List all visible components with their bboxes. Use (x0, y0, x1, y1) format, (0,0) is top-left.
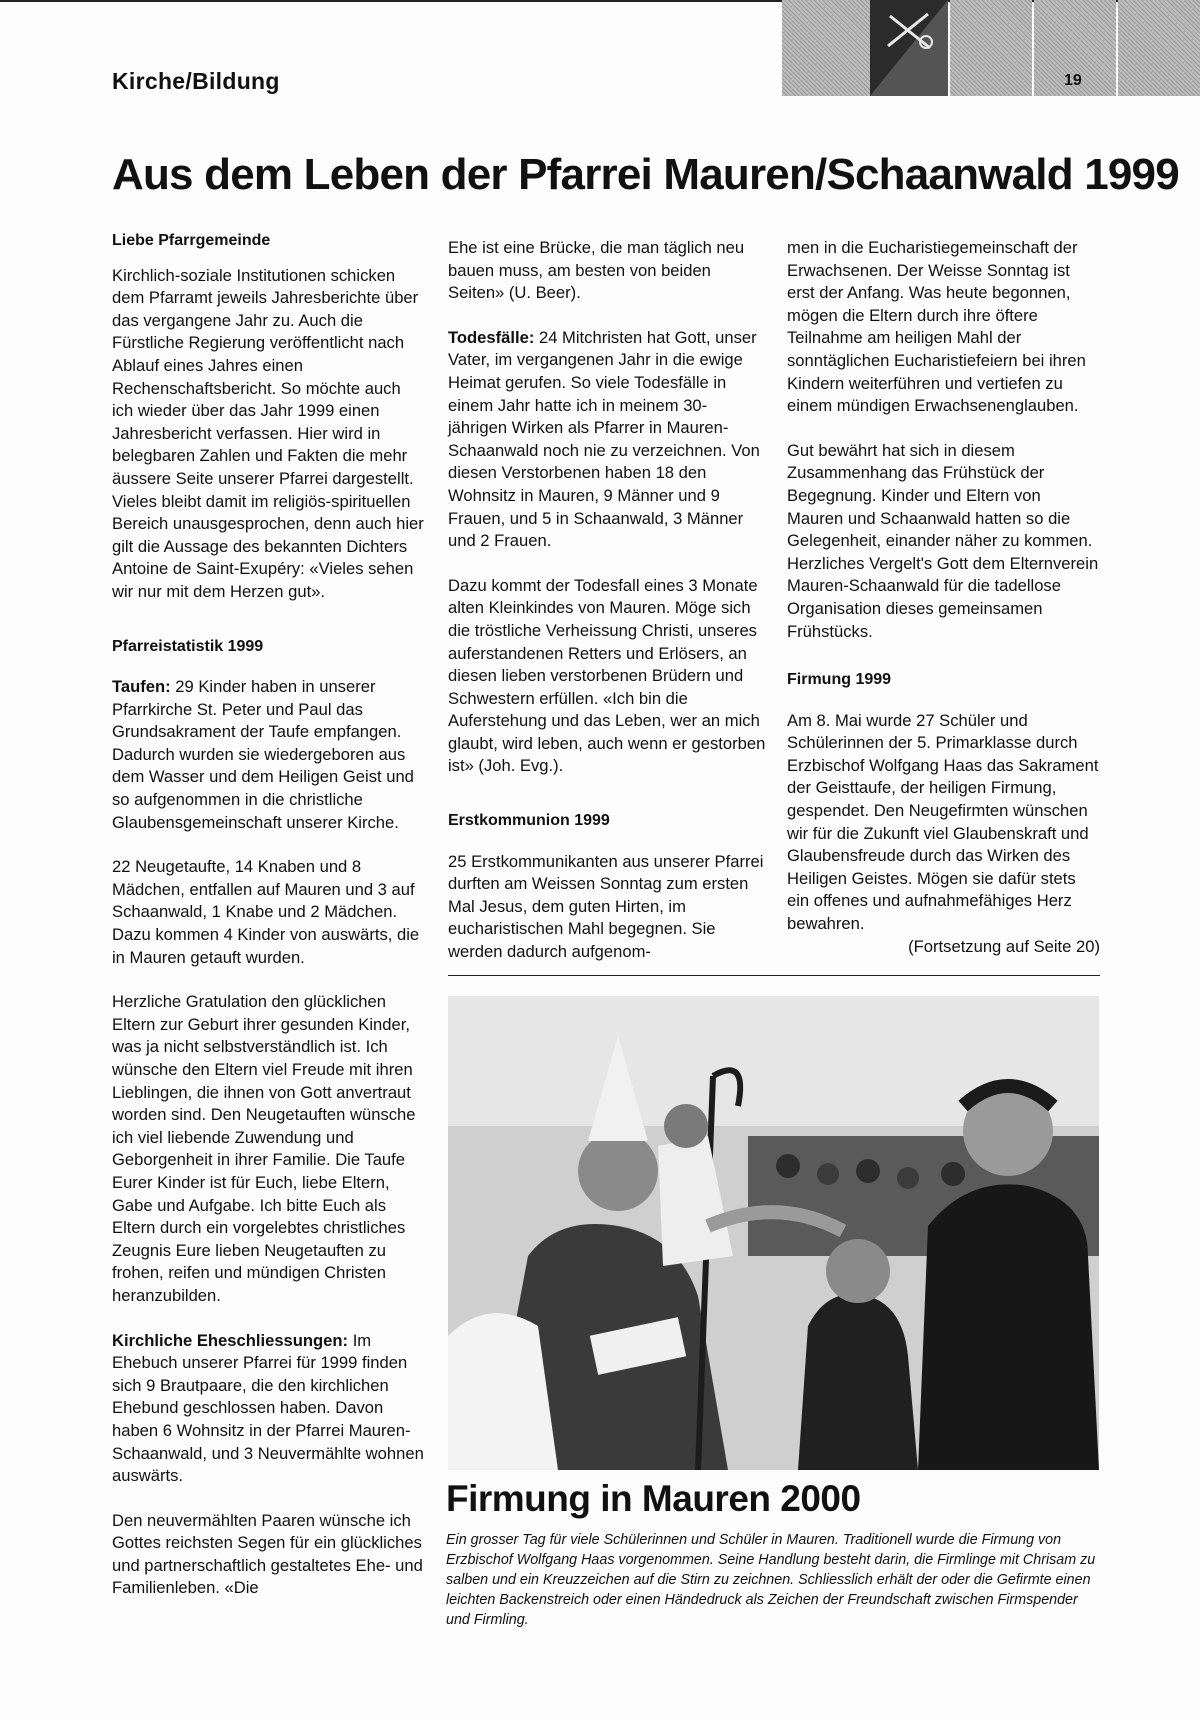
paragraph-kleinkind: Dazu kommt der Todesfall eines 3 Monate alten Kleinkindes von Mauren. Möge sich die tröstliche Verheissung Christi, unseres auferstandenen Retters und Erlösers, an diesen lieben verstorbenen Brüdern und Schwestern erfüllen. «Ich bin die Auferstehung und das Leben, wer an mich glaubt, wird leben, auch wenn er gestorben ist» (Joh. Evg.). (448, 575, 766, 776)
paragraph-gratulation: Herzliche Gratulation den glücklichen Eltern zur Geburt ihrer gesunden Kinder, was ja nicht selbstverständlich ist. Ich wünsche den Eltern viel Freude mit ihren Lieblingen, die ihnen von Gott anvertraut worden sind. Den Neugetauften wünsche ich viel liebende Zuwendung und Geborgenheit in ihrer Familie. Die Taufe Eurer Kinder ist für Euch, liebe Eltern, Gabe und Aufgabe. Ich bitte Euch als Eltern durch ein vorgelebtes christliches Zeugnis Eure lieben Neugetauften zu frohen, reifen und mündigen Christen heranzubilden. (112, 992, 416, 1305)
photo-caption: Ein grosser Tag für viele Schülerinnen und Schüler in Mauren. Traditionell wurde die Firmung von Erzbischof Wolfgang Haas vorgenommen. Seine Handlung besteht darin, die Firmlinge mit Chrisam zu salben und ein Kreuzzeichen auf die Stirn zu zeichnen. Schliesslich erhält der oder die Gefirmte einen leichten Backenstreich oder einen Händedruck als Zeichen der Freundschaft zwischen Firmspender und Firmling. (446, 1532, 1096, 1628)
header-tab (782, 0, 870, 96)
paragraph-firmung: Am 8. Mai wurde 27 Schüler und Schülerinnen der 5. Primarklasse durch Erzbischof Wolfgang Haas das Sakrament der Geisttaufe, der heiligen Firmung, gespendet. Den Neugefirmten wünschen wir für die Zukunft viel Glaubenskraft und Glaubensfreude durch das Wirken des Heiligen Geistes. Mögen sie dafür stets ein offenes und aufnahmefähiges Herz bewahren. (787, 710, 1099, 934)
photo-title: Firmung in Mauren 2000 (446, 1478, 861, 1519)
header-tabs (782, 0, 1200, 96)
column-3 (787, 237, 1100, 958)
paragraph-wunsch: Den neuvermählten Paaren wünsche ich Gottes reichsten Segen für ein glückliches und partnerschaftlich gestaltetes Ehe- und Familienleben. «Die (112, 1510, 423, 1598)
paragraph-taufen (112, 676, 424, 834)
photo-firmung (448, 996, 1099, 1470)
paragraph-neugetaufte: 22 Neugetaufte, 14 Knaben und 8 Mädchen, entfallen auf Mauren und 3 auf Schaanwald, 1 Knabe und 2 Mädchen. Dazu kommen 4 Kinder von auswärts, die in Mauren getauft wurden. (112, 857, 420, 967)
paragraph-erstkommunion: 25 Erstkommunikanten aus unserer Pfarrei durften am Weissen Sonntag zum ersten Mal Jesus, dem guten Hirten, im eucharistischen Mahl begegnen. Sie werden dadurch aufgenom- (448, 851, 764, 962)
label-taufen: Taufen: (112, 677, 171, 697)
label-todesfaelle: Todesfälle: (448, 327, 535, 347)
text-eheschliessungen: Im Ehebuch unserer Pfarrei für 1999 finden sich 9 Brautpaare, die den kirchlichen Ehebund geschlossen haben. Davon haben 6 Wohnsitz in der Pfarrei Mauren-Schaanwald, und 3 Neuvermählte wohnen auswärts. (112, 1330, 424, 1486)
heading-firmung-1999: Firmung 1999 (787, 671, 892, 689)
article-title: Aus dem Leben der Pfarrei Mauren/Schaanwald 1999 (112, 150, 1179, 199)
continued-note: (Fortsetzung auf Seite 20) (908, 936, 1100, 956)
page-number: 19 (1064, 72, 1082, 89)
header-tab (950, 0, 1032, 96)
emblem-tab (870, 0, 948, 96)
section-label: Kirche/Bildung (112, 68, 280, 94)
heading-erstkommunion: Erstkommunion 1999 (448, 812, 610, 830)
paragraph-ehe-cont: Ehe ist eine Brücke, die man täglich neu bauen muss, am besten von beiden Seiten» (U. Beer). (448, 238, 745, 303)
heading-pfarreistatistik: Pfarreistatistik 1999 (112, 637, 264, 655)
label-eheschliessungen: Kirchliche Eheschliessungen: (112, 1330, 349, 1350)
paragraph-todesfaelle (448, 327, 766, 553)
paragraph-fruehstueck: Gut bewährt hat sich in diesem Zusammenhang das Frühstück der Begegnung. Kinder und Eltern von Mauren und Schaanwald hatten so die Gelegenheit, einander näher zu kommen. Herzliches Vergelt's Gott dem Elternverein Mauren-Schaanwald für die tadellose Organisation dieses gemeinsamen Frühstücks. (787, 440, 1099, 641)
photo-illustration (448, 996, 1099, 1470)
paragraph-eucharistie: men in die Eucharistiegemeinschaft der Erwachsenen. Der Weisse Sonntag ist erst der Anfang. Was heute begonnen, mögen die Eltern durch ihre öftere Teilnahme am heiligen Mahl der sonntäglichen Eucharistiefeiern bei ihren Kindern weiterführen und vertiefen zu einem mündigen Erwachsenenglauben. (787, 238, 1086, 416)
paragraph-intro: Kirchlich-soziale Institutionen schicken dem Pfarramt jeweils Jahresberichte über das vergangene Jahr zu. Auch die Fürstliche Regierung veröffentlicht nach Ablauf eines Jahres einen Rechenschaftsbericht. So möchte auch ich wieder über das Jahr 1999 einen Jahresbericht verfassen. Hier wird in belegbaren Zahlen und Fakten die mehr äussere Seite unserer Pfarrei dargestellt. Vieles bleibt damit im religiös-spirituellen Bereich unausgesprochen, denn auch hier gilt die Aussage des bekannten Dichters Antoine de Saint-Exupéry: «Vieles sehen wir nur mit dem Herzen gut». (112, 265, 424, 601)
text-taufen: 29 Kinder haben in unserer Pfarrkirche St. Peter und Paul das Grundsakrament der Taufe empfangen. Dadurch wurden sie wiedergeboren aus dem Wasser und dem Heiligen Geist und so aufgenommen in die christliche Glaubensgemeinschaft unserer Kirche. (112, 677, 414, 832)
column-2 (448, 237, 766, 986)
heading-liebe-pfarrgemeinde: Liebe Pfarrgemeinde (112, 232, 271, 249)
crossed-tools-icon (870, 0, 948, 96)
header-tab (1034, 0, 1116, 96)
divider-rule (448, 975, 1100, 976)
paragraph-eheschliessungen (112, 1330, 424, 1488)
column-1 (112, 230, 424, 1622)
header-tab (1118, 0, 1200, 96)
text-todesfaelle: 24 Mitchristen hat Gott, unser Vater, im vergangenen Jahr in die ewige Heimat gerufen. So viele Todesfälle in einem Jahr hatte ich in meinem 30-jährigen Wirken als Pfarrer in Mauren-Schaanwald noch nie zu verzeichnen. Von diesen Verstorbenen haben 18 den Wohnsitz in Mauren, 9 Männer und 9 Frauen, und 5 in Schaanwald, 3 Männer und 2 Frauen. (448, 327, 760, 551)
